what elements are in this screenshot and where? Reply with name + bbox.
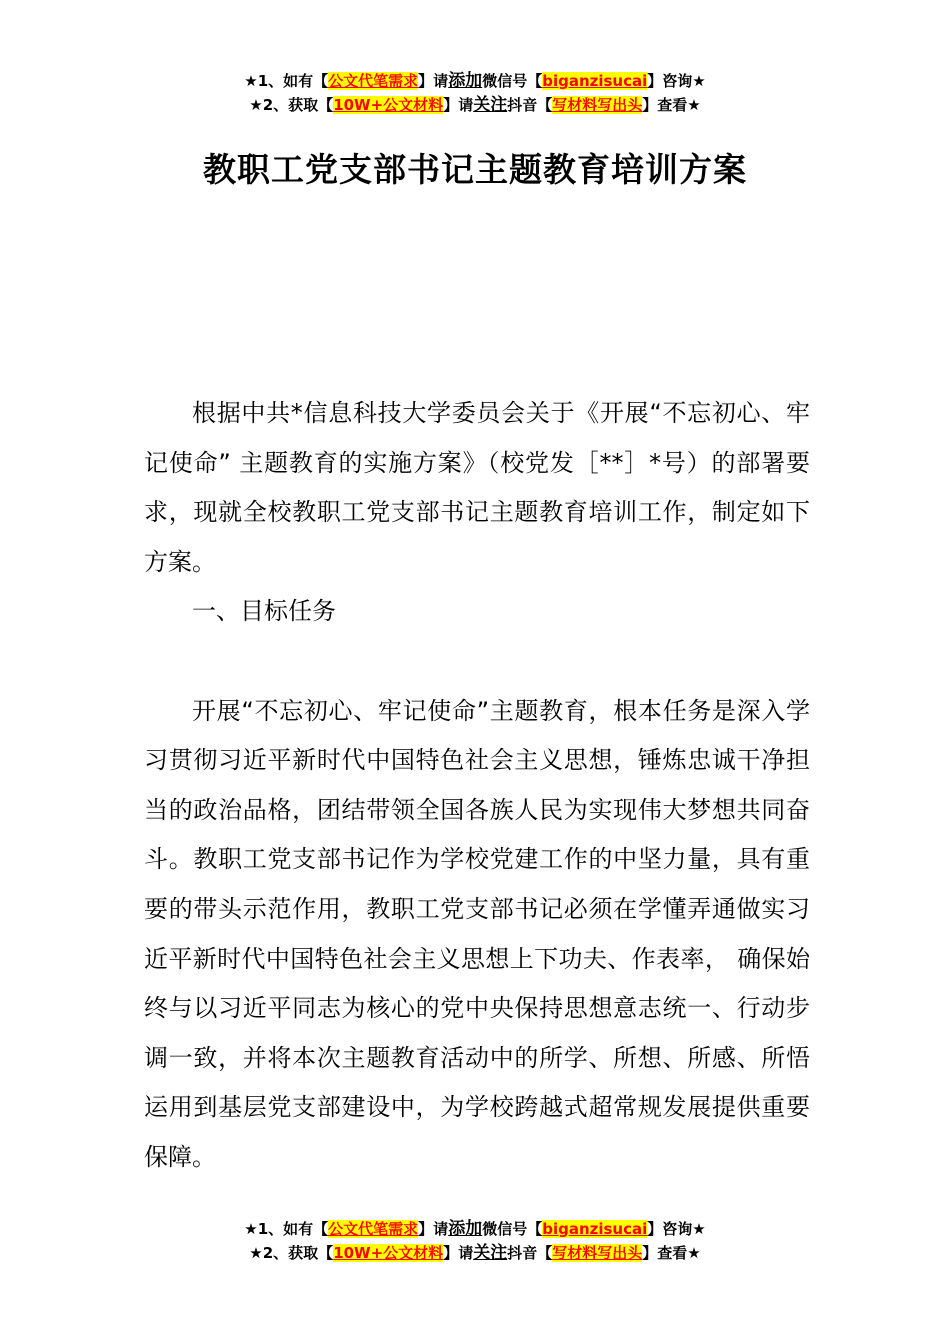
banner-line-2: [0, 93, 950, 117]
highlight-service: 公文代笔需求: [328, 72, 419, 90]
banner-text: 】请: [443, 1244, 474, 1262]
banner-text: 】查看★: [642, 96, 701, 114]
banner-text: 】咨询★: [647, 1220, 706, 1238]
banner-text: 抖音【: [507, 96, 553, 114]
highlight-wechat-id: biganzisucai: [542, 1220, 648, 1238]
banner-text: 】请: [418, 1220, 449, 1238]
banner-text: ★2、获取【: [249, 96, 334, 114]
highlight-douyin-id: 写材料写出头: [552, 96, 643, 114]
banner-emphasis: 关注: [473, 1243, 508, 1263]
highlight-service: 公文代笔需求: [328, 1220, 419, 1238]
section-heading: 一、目标任务: [192, 597, 336, 626]
document-title: 教职工党支部书记主题教育培训方案: [203, 150, 747, 189]
banner-text: 】请: [443, 96, 474, 114]
highlight-wechat-id: biganzisucai: [542, 72, 648, 90]
paragraph-intro: 根据中共*信息科技大学委员会关于《开展“不忘初心、牢记使命” 主题教育的实施方案》（校党发［**］*号）的部署要求，现就全校教职工党支部书记主题教育培训工作，制定如下方案。: [144, 399, 810, 576]
blank-line: [144, 637, 810, 687]
paragraph-goals: 开展“不忘初心、牢记使命”主题教育，根本任务是深入学习贯彻习近平新时代中国特色社会主义思想，锤炼忠诚干净担当的政治品格，团结带领全国各族人民为实现伟大梦想共同奋斗。教职工党支部书记作为学校党建工作的中坚力量，具有重要的带头示范作用，教职工党支部书记必须在学懂弄通做实习近平新时代中国特色社会主义思想上下功夫、作表率， 确保始终与以习近平同志为核心的党中央保持思想意志统一、行动步调一致，并将本次主题教育活动中的所学、所想、所感、所悟运用到基层党支部建设中，为学校跨越式超常规发展提供重要保障。: [144, 696, 810, 1171]
banner-text: ★2、获取【: [249, 1244, 334, 1262]
banner-text: 微信号【: [482, 72, 543, 90]
banner-emphasis: 添加: [448, 71, 483, 91]
footer-banner: [0, 1217, 950, 1265]
highlight-materials: 10W+公文材料: [333, 96, 444, 114]
highlight-douyin-id: 写材料写出头: [552, 1244, 643, 1262]
banner-text: 】请: [418, 72, 449, 90]
banner-text: ★1、如有【: [244, 1220, 329, 1238]
banner-text: ★1、如有【: [244, 72, 329, 90]
document-body: [144, 389, 810, 1183]
banner-emphasis: 添加: [448, 1219, 483, 1239]
banner-text: 】咨询★: [647, 72, 706, 90]
header-banner: [0, 69, 950, 117]
banner-text: 抖音【: [507, 1244, 553, 1262]
banner-line-1: [0, 1217, 950, 1241]
banner-emphasis: 关注: [473, 95, 508, 115]
banner-line-1: [0, 69, 950, 93]
banner-text: 微信号【: [482, 1220, 543, 1238]
banner-text: 】查看★: [642, 1244, 701, 1262]
banner-line-2: [0, 1241, 950, 1265]
highlight-materials: 10W+公文材料: [333, 1244, 444, 1262]
